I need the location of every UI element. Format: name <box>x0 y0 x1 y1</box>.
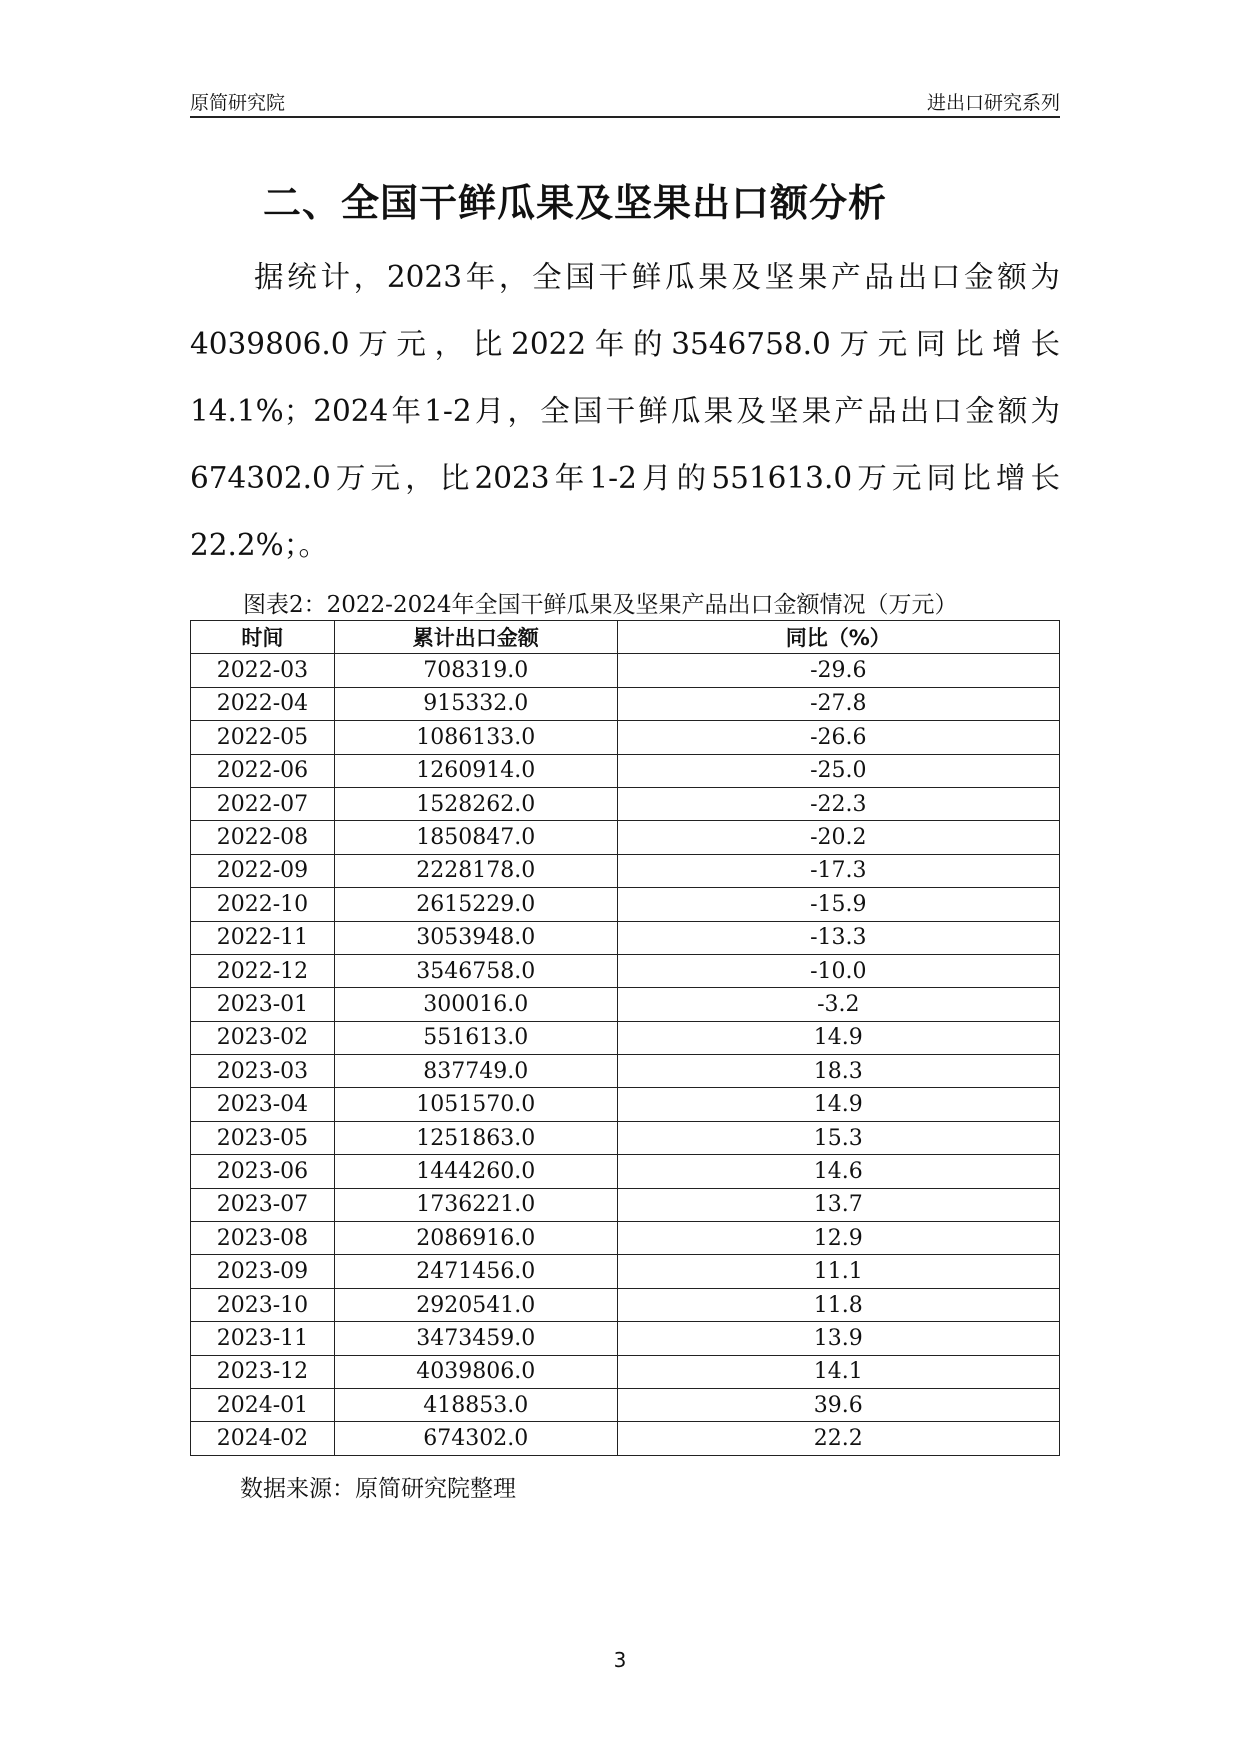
cell-time: 2023-03 <box>191 1055 335 1088</box>
cell-yoy: 11.1 <box>617 1255 1059 1288</box>
cell-time: 2023-06 <box>191 1155 335 1188</box>
cell-yoy: -17.3 <box>617 854 1059 887</box>
cell-time: 2022-11 <box>191 921 335 954</box>
body-paragraph: 据统计，2023年，全国干鲜瓜果及坚果产品出口金额为4039806.0万元，比2022年的3546758.0万元同比增长14.1%；2024年1-2月，全国干鲜瓜果及坚果产品出口金额为674302.0万元，比2023年1-2月的551613.0万元同比增长22.2%；。 <box>190 260 1060 562</box>
header-org-name: 原简研究院 <box>190 92 286 114</box>
cell-cumulative-export: 708319.0 <box>334 654 617 687</box>
cell-yoy: 22.2 <box>617 1422 1059 1455</box>
cell-time: 2022-06 <box>191 754 335 787</box>
header-series-name: 进出口研究系列 <box>926 92 1060 114</box>
cell-yoy: 14.9 <box>617 1088 1059 1121</box>
cell-yoy: -10.0 <box>617 954 1059 987</box>
cell-time: 2023-10 <box>191 1288 335 1321</box>
cell-cumulative-export: 1528262.0 <box>334 787 617 820</box>
cell-time: 2023-01 <box>191 988 335 1021</box>
cell-time: 2022-07 <box>191 787 335 820</box>
cell-time: 2022-03 <box>191 654 335 687</box>
cell-time: 2022-05 <box>191 721 335 754</box>
table-row <box>191 1222 1060 1255</box>
table-row <box>191 654 1060 687</box>
table-row <box>191 1021 1060 1054</box>
cell-time: 2023-07 <box>191 1188 335 1221</box>
table-row <box>191 821 1060 854</box>
cell-cumulative-export: 1444260.0 <box>334 1155 617 1188</box>
table-row <box>191 854 1060 887</box>
cell-time: 2022-10 <box>191 888 335 921</box>
cell-yoy: -20.2 <box>617 821 1059 854</box>
table-row <box>191 1422 1060 1455</box>
cell-yoy: 11.8 <box>617 1288 1059 1321</box>
cell-yoy: 13.9 <box>617 1322 1059 1355</box>
cell-cumulative-export: 3546758.0 <box>334 954 617 987</box>
cell-cumulative-export: 3473459.0 <box>334 1322 617 1355</box>
cell-time: 2023-12 <box>191 1355 335 1388</box>
table-header-row <box>191 621 1060 654</box>
cell-yoy: -22.3 <box>617 787 1059 820</box>
cell-yoy: 14.1 <box>617 1355 1059 1388</box>
cell-cumulative-export: 674302.0 <box>334 1422 617 1455</box>
table-row <box>191 1188 1060 1221</box>
cell-yoy: 13.7 <box>617 1188 1059 1221</box>
cell-cumulative-export: 2920541.0 <box>334 1288 617 1321</box>
table-row <box>191 1255 1060 1288</box>
cell-time: 2023-04 <box>191 1088 335 1121</box>
cell-time: 2023-08 <box>191 1222 335 1255</box>
cell-yoy: -27.8 <box>617 687 1059 720</box>
cell-yoy: -15.9 <box>617 888 1059 921</box>
cell-cumulative-export: 1260914.0 <box>334 754 617 787</box>
section-title: 二、全国干鲜瓜果及坚果出口额分析 <box>263 181 888 225</box>
table-row <box>191 1388 1060 1421</box>
table-row <box>191 687 1060 720</box>
cell-cumulative-export: 300016.0 <box>334 988 617 1021</box>
cell-cumulative-export: 3053948.0 <box>334 921 617 954</box>
cell-cumulative-export: 2086916.0 <box>334 1222 617 1255</box>
cell-time: 2022-12 <box>191 954 335 987</box>
table-row <box>191 1355 1060 1388</box>
table-row <box>191 1121 1060 1154</box>
cell-yoy: 39.6 <box>617 1388 1059 1421</box>
cell-cumulative-export: 551613.0 <box>334 1021 617 1054</box>
cell-yoy: 14.6 <box>617 1155 1059 1188</box>
cell-time: 2023-11 <box>191 1322 335 1355</box>
table-row <box>191 754 1060 787</box>
table-row <box>191 954 1060 987</box>
cell-cumulative-export: 418853.0 <box>334 1388 617 1421</box>
column-header-time: 时间 <box>191 621 335 654</box>
export-table <box>190 620 1060 1456</box>
table-body <box>191 654 1060 1455</box>
cell-cumulative-export: 2615229.0 <box>334 888 617 921</box>
cell-yoy: 18.3 <box>617 1055 1059 1088</box>
table-row <box>191 1288 1060 1321</box>
table-caption: 图表2：2022-2024年全国干鲜瓜果及坚果产品出口金额情况（万元） <box>243 592 958 618</box>
cell-yoy: 15.3 <box>617 1121 1059 1154</box>
table-row <box>191 721 1060 754</box>
table-row <box>191 1055 1060 1088</box>
cell-yoy: -25.0 <box>617 754 1059 787</box>
cell-time: 2022-04 <box>191 687 335 720</box>
cell-cumulative-export: 2471456.0 <box>334 1255 617 1288</box>
cell-cumulative-export: 1051570.0 <box>334 1088 617 1121</box>
cell-yoy: -26.6 <box>617 721 1059 754</box>
cell-cumulative-export: 4039806.0 <box>334 1355 617 1388</box>
cell-time: 2022-09 <box>191 854 335 887</box>
cell-time: 2024-01 <box>191 1388 335 1421</box>
table-row <box>191 988 1060 1021</box>
cell-cumulative-export: 1850847.0 <box>334 821 617 854</box>
column-header-yoy: 同比（%） <box>617 621 1059 654</box>
page-number: 3 <box>613 1648 627 1672</box>
cell-time: 2023-02 <box>191 1021 335 1054</box>
cell-yoy: -13.3 <box>617 921 1059 954</box>
cell-cumulative-export: 915332.0 <box>334 687 617 720</box>
cell-time: 2022-08 <box>191 821 335 854</box>
cell-cumulative-export: 1086133.0 <box>334 721 617 754</box>
cell-yoy: 14.9 <box>617 1021 1059 1054</box>
cell-cumulative-export: 837749.0 <box>334 1055 617 1088</box>
cell-time: 2024-02 <box>191 1422 335 1455</box>
table-row <box>191 921 1060 954</box>
cell-yoy: 12.9 <box>617 1222 1059 1255</box>
cell-cumulative-export: 1251863.0 <box>334 1121 617 1154</box>
column-header-cumulative-export: 累计出口金额 <box>334 621 617 654</box>
table-row <box>191 1088 1060 1121</box>
cell-time: 2023-05 <box>191 1121 335 1154</box>
page-header <box>190 86 1060 118</box>
cell-cumulative-export: 1736221.0 <box>334 1188 617 1221</box>
table-row <box>191 787 1060 820</box>
table-row <box>191 1155 1060 1188</box>
cell-yoy: -29.6 <box>617 654 1059 687</box>
source-note: 数据来源：原简研究院整理 <box>240 1476 516 1502</box>
cell-time: 2023-09 <box>191 1255 335 1288</box>
table-row <box>191 1322 1060 1355</box>
table-row <box>191 888 1060 921</box>
cell-yoy: -3.2 <box>617 988 1059 1021</box>
cell-cumulative-export: 2228178.0 <box>334 854 617 887</box>
